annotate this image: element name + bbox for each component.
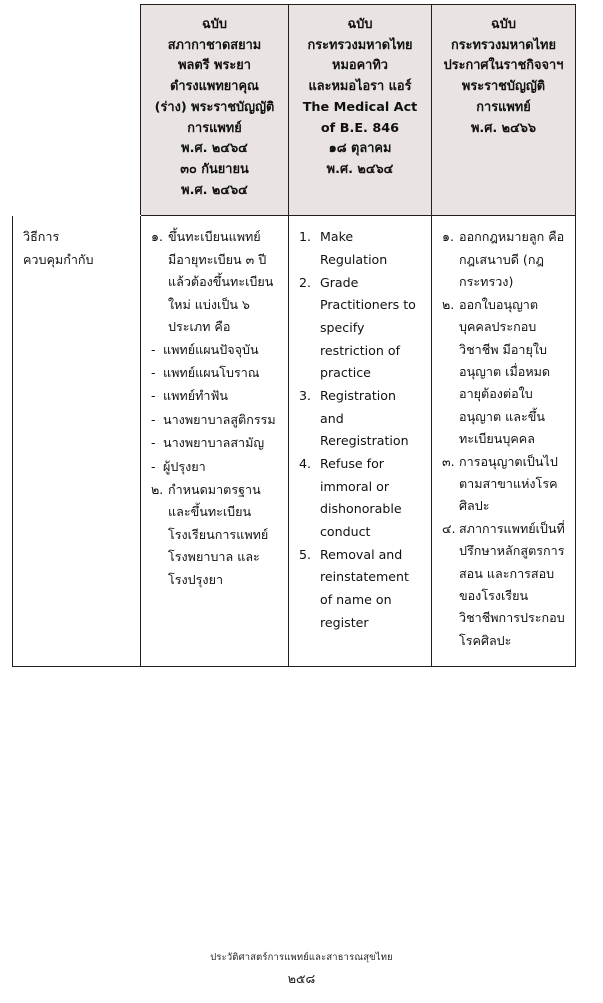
list-marker: ๑.	[442, 229, 454, 245]
list-marker: 3.	[299, 388, 312, 404]
list-item	[442, 294, 565, 451]
list-marker: -	[151, 458, 156, 474]
list-text: Make Regulation	[320, 229, 388, 268]
page-number: ๒๕๘	[287, 971, 316, 986]
list-item	[442, 451, 565, 518]
list-text: แพทย์แผนโบราณ	[163, 364, 260, 380]
list-text: Refuse for immoral or dishonorable conduct	[320, 456, 402, 539]
list-marker: -	[151, 341, 156, 357]
document-page	[0, 4, 603, 1003]
list-marker: 5.	[299, 546, 312, 562]
page-footer	[0, 950, 603, 989]
list-col-3	[442, 226, 565, 652]
comparison-table	[12, 4, 576, 667]
sub-list	[151, 339, 278, 478]
list-marker: -	[151, 435, 156, 451]
list-item	[299, 272, 421, 385]
list-text: ขึ้นทะเบียนแพทย์ มีอายุทะเบียน ๓ ปี แล้วต้องขึ้นทะเบียนใหม่ แบ่งเป็น ๖ ประเภท คือ	[168, 229, 274, 335]
list-item	[151, 362, 278, 384]
list-text: ผู้ปรุงยา	[163, 458, 206, 474]
list-text: ออกกฎหมายลูก คือ กฎเสนาบดี (กฎกระทรวง)	[459, 229, 565, 290]
column-header-2: ฉบับ กระทรวงมหาดไทย หมอคาทิว และหมอไอรา แอร์ The Medical Act of B.E. 846 ๑๘ ตุลาคม พ.ศ. ๒๔๖๔	[289, 5, 432, 216]
cell-col-2	[289, 216, 432, 667]
list-marker: -	[151, 364, 156, 380]
list-marker: ๒.	[151, 481, 164, 497]
list-item	[442, 226, 565, 293]
list-col-1	[151, 226, 278, 591]
list-item	[299, 385, 421, 453]
table-header	[13, 5, 576, 216]
list-item	[151, 409, 278, 431]
list-marker: ๔.	[442, 520, 456, 536]
list-marker: -	[151, 388, 156, 404]
list-text: การอนุญาตเป็นไปตามสาขาแห่งโรคศิลปะ	[459, 453, 558, 514]
list-col-2	[299, 226, 421, 634]
list-marker: 1.	[299, 229, 312, 245]
cell-col-3	[432, 216, 576, 667]
list-item	[299, 226, 421, 271]
row-label-cell: วิธีการ ควบคุมกำกับ	[13, 216, 141, 667]
list-item	[151, 226, 278, 338]
list-item	[151, 456, 278, 478]
list-text: ออกใบอนุญาตบุคคลประกอบวิชาชีพ มีอายุใบอนุญาต เมื่อหมดอายุต้องต่อใบอนุญาต และขึ้นทะเบียนบุคคล	[459, 296, 551, 447]
list-item	[151, 339, 278, 361]
column-header-1: ฉบับ สภากาชาดสยาม พลตรี พระยา ดำรงแพทยาคุณ (ร่าง) พระราชบัญญัติ การแพทย์ พ.ศ. ๒๔๖๔ ๓๐ กันยายน พ.ศ. ๒๔๖๔	[141, 5, 289, 216]
table-header-row	[13, 5, 576, 216]
table-corner-cell	[13, 5, 141, 216]
column-header-3: ฉบับ กระทรวงมหาดไทย ประกาศในราชกิจจาฯ พระราชบัญญัติ การแพทย์ พ.ศ. ๒๔๖๖	[432, 5, 576, 216]
list-text: Registration and Reregistration	[320, 388, 409, 449]
list-item	[151, 479, 278, 591]
table-body	[13, 216, 576, 667]
footer-caption: ประวัติศาสตร์การแพทย์และสาธารณสุขไทย	[210, 952, 393, 963]
list-marker: ๒.	[442, 296, 455, 312]
list-marker: 4.	[299, 456, 312, 472]
list-text: Removal and reinstatement of name on register	[320, 546, 409, 630]
list-marker: ๑.	[151, 229, 163, 245]
list-text: แพทย์ทำฟัน	[163, 388, 228, 404]
table-row	[13, 216, 576, 667]
list-item	[299, 453, 421, 544]
cell-col-1	[141, 216, 289, 667]
list-marker: ๓.	[442, 453, 455, 469]
list-marker: -	[151, 411, 156, 427]
list-text: Grade Practitioners to specify restriction of practice	[320, 274, 416, 381]
list-text: สภาการแพทย์เป็นที่ปรึกษาหลักสูตรการสอน และการสอบของโรงเรียนวิชาชีพการประกอบโรคศิลปะ	[459, 520, 565, 648]
list-text: กำหนดมาตรฐานและขึ้นทะเบียนโรงเรียนการแพทย์ โรงพยาบาล และโรงปรุงยา	[168, 481, 269, 587]
list-text: แพทย์แผนปัจจุบัน	[163, 341, 259, 357]
list-item	[151, 385, 278, 407]
list-marker: 2.	[299, 274, 312, 290]
list-item	[299, 544, 421, 635]
list-item	[151, 432, 278, 454]
list-item	[442, 518, 565, 652]
list-text: นางพยาบาลสามัญ	[163, 435, 265, 451]
list-text: นางพยาบาลสูติกรรม	[163, 411, 276, 427]
